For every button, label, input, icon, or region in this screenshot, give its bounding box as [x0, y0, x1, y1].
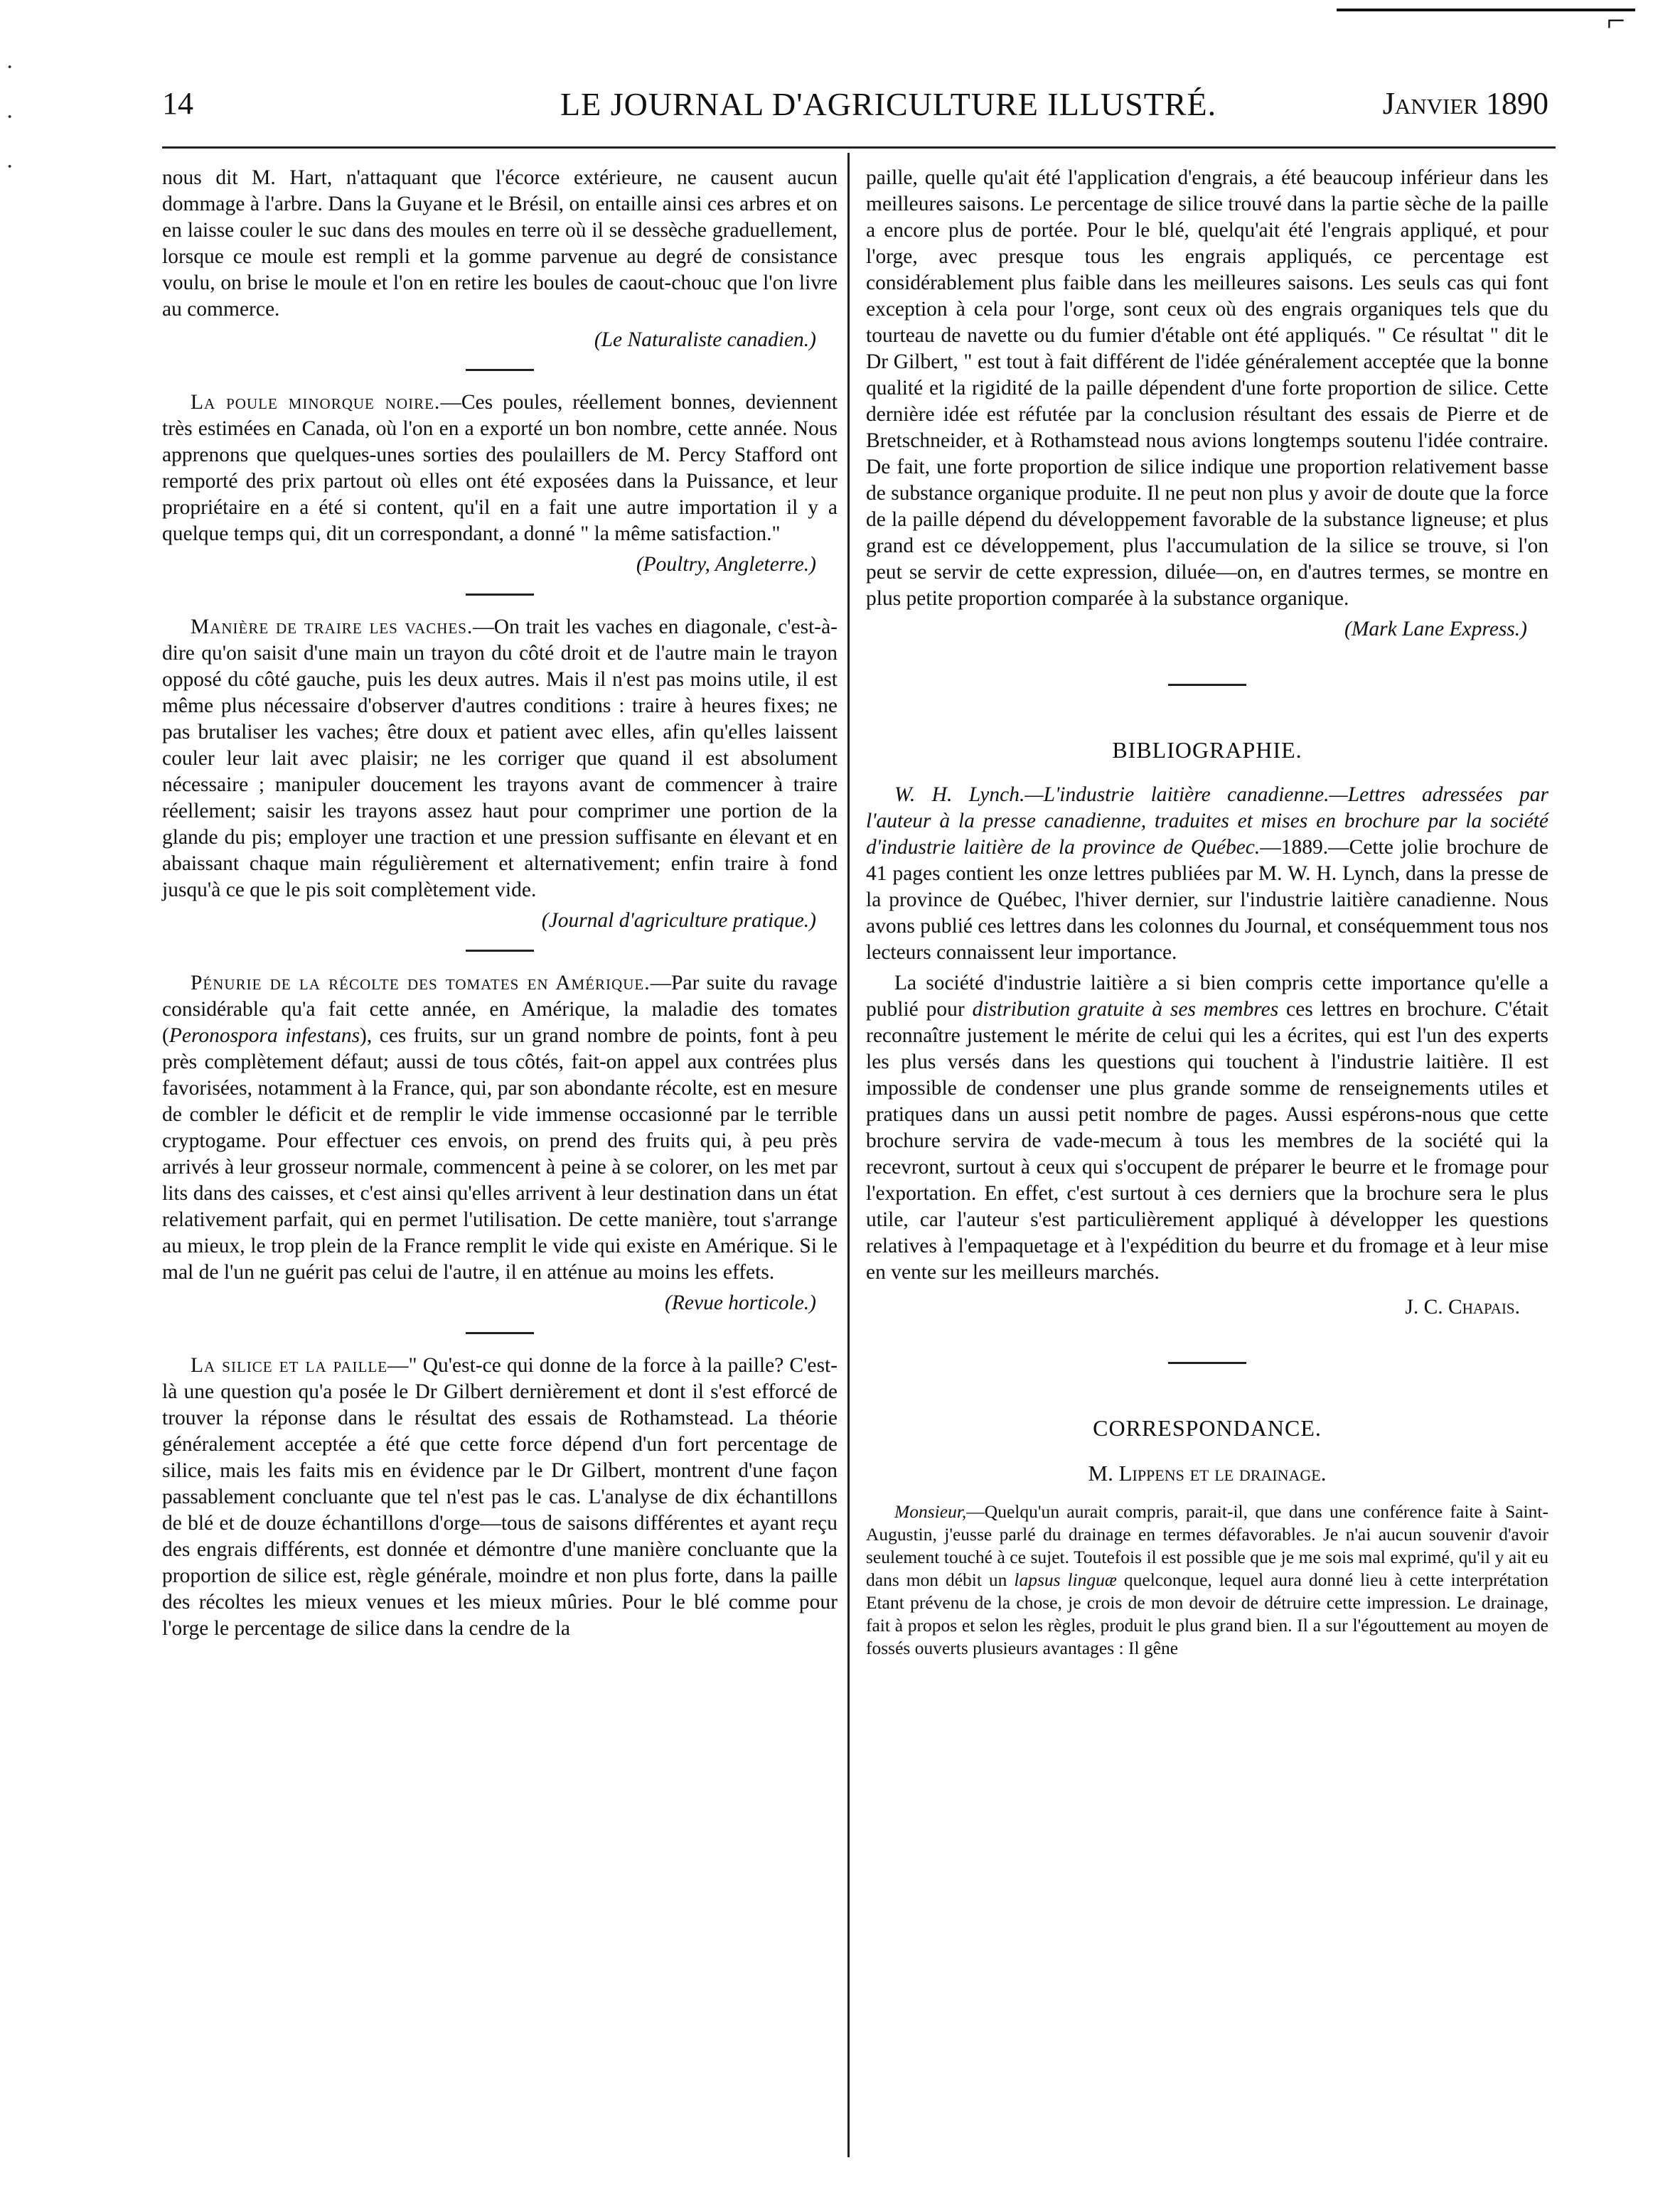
right-column — [866, 165, 1548, 1664]
section-separator — [1168, 684, 1246, 686]
article-silice-continuation: paille, quelle qu'ait été l'application d'engrais, a été beaucoup inférieur dans les meilleures saisons. Le percentage de silice trouvé dans la partie sèche de la paille a encore plus de portée. Pour le blé, quelqu'ait été l'engrais appliqué, et pour l'orge, avec presque tous les engrais appliqués, ce percentage est considérablement plus faible dans les meilleures saisons. Les seuls cas qui font exception à cela pour l'orge, sont ceux où des engrais organiques tels que du tourteau de navette ou du fumier d'étable ont été appliqués. " Ce résultat " dit le Dr Gilbert, " est tout à fait différent de l'idée généralement acceptée que la bonne qualité et la rigidité de la paille dépendent d'une forte proportion de silice. Cette dernière idée est réfutée par la conclusion résultant des essais de Pierre et de Bretschneider, et à Rothamstead nous avions longtemps soutenu l'idée contraire. De fait, une forte proportion de silice indique une proportion relativement basse de substance organique produite. Il ne peut non plus y avoir de doute que la force de la paille dépend du développement favorable de la substance ligneuse; et plus grand est ce développement, plus l'accumulation de la silice se trouve, si l'on peut se servir de cette expression, diluée—on, en d'autres termes, se montre en plus petite proportion comparée à la substance organique. — [866, 166, 1548, 610]
source-citation: (Revue horticole.) — [665, 1292, 816, 1314]
source-citation: (Le Naturaliste canadien.) — [594, 328, 816, 351]
correspondence-heading: CORRESPONDANCE. — [1093, 1415, 1322, 1441]
corner-mark: ⌐ — [1607, 2, 1625, 38]
article-title: Pénurie de la récolte des tomates en Amérique. — [191, 972, 651, 994]
margin-marks: · · · — [6, 54, 14, 180]
correspondence-letter: Monsieur,—Quelqu'un aurait compris, parait-il, que dans une conférence faite à Saint-Augustin, j'eusse parlé du drainage en termes défavorables. Je n'ai aucun souvenir d'avoir seulement touché à ce sujet. Toutefois il est possible que je me sois mal exprimé, qu'il y ait eu dans mon débit un lapsus linguæ quelconque, lequel aura donné lieu à cette interprétation Etant prévenu de la chose, je crois de mon devoir de détruire cette impression. Le drainage, fait à propos et selon les règles, produit le plus grand bien. Il a sur l'égouttement au moyen de fossés ouverts plusieurs avantages : Il gêne — [866, 1501, 1548, 1658]
journal-title: LE JOURNAL D'AGRICULTURE ILLUSTRÉ. — [560, 86, 1217, 122]
article-separator — [466, 950, 534, 952]
left-column — [162, 165, 838, 1646]
article-title: La poule minorque noire. — [191, 391, 441, 414]
page-number: 14 — [162, 86, 193, 121]
section-separator — [1168, 1362, 1246, 1364]
article-separator — [466, 369, 534, 371]
source-citation: (Mark Lane Express.) — [1344, 618, 1527, 640]
author-signature: J. C. Chapais. — [1405, 1296, 1520, 1319]
article-tomates: Pénurie de la récolte des tomates en Amérique.—Par suite du ravage considérable qu'a fait cette année, en Amérique, la maladie des tomates (Peronospora infestans), ces fruits, sur un grand nombre de points, font à peu près complètement défaut; aussi de tous côtés, fait-on appel aux contrées plus favorisées, notamment à la France, qui, par son abondante récolte, est en mesure de combler le déficit et de remplir le vide immense occasionné par le terrible cryptogame. Pour effectuer ces envois, on prend des fruits qui, à peu près arrivés à leur grosseur normale, commencent à peine à se colorer, on les met par lits dans des caisses, et c'est ainsi qu'elles arrivent à leur destination dans un état relativement parfait, qui en permet l'utilisation. De cette manière, tout s'arrange au mieux, le trop plein de la France remplit le vide qui existe en Amérique. Si le mal de l'un ne guérit pas celui de l'autre, il en atténue au moins les effets. — [162, 972, 838, 1284]
source-citation: (Poultry, Angleterre.) — [636, 553, 816, 576]
column-rule — [847, 153, 850, 2157]
top-edge-rule — [1337, 9, 1635, 11]
article-separator — [466, 594, 534, 596]
issue-date: Janvier 1890 — [1382, 86, 1548, 121]
header-rule — [162, 146, 1556, 149]
article-separator — [466, 1332, 534, 1334]
page-header — [162, 85, 1548, 135]
article-poule: La poule minorque noire.—Ces poules, réellement bonnes, deviennent très estimées en Canada, où l'on en a exporté un bon nombre, cette année. Nous apprenons que quelques-unes sorties des poulaillers de M. Percy Stafford ont remporté des prix partout où elles ont été exposées dans la Puissance, et leur propriétaire en a été si content, qu'il en a fait une autre importation il y a quelque temps qui, dit un correspondant, a donné " la même satisfaction." — [162, 391, 838, 545]
bibliography-paragraph: La société d'industrie laitière a si bien compris cette importance qu'elle a publié pour distribution gratuite à ses membres ces lettres en brochure. C'était reconnaître justement le mérite de celui qui les a écrites, qui est l'un des experts les plus versés dans les questions qui touchent à l'industrie laitière. Il est impossible de condenser une plus grande somme de renseignements utiles et pratiques dans un aussi petit nombre de pages. Aussi espérons-nous que cette brochure servira de vade-mecum à tous les membres de la société qui la recevront, surtout à ceux qui s'occupent de préparer le beurre et le fromage pour l'exportation. En effet, c'est surtout à ces derniers que la brochure sera le plus utile, car l'auteur s'est particulièrement appliqué à développer les questions relatives à l'empaquetage et à l'expédition du beurre et du fromage et à leur mise en vente sur les meilleurs marchés. — [866, 972, 1548, 1284]
article-title: La silice et la paille — [191, 1354, 388, 1377]
article-continuation: nous dit M. Hart, n'attaquant que l'écorce extérieure, ne causent aucun dommage à l'arbre. Dans la Guyane et le Brésil, on entaille ainsi ces arbres et on en laisse couler le suc dans des moules en terre où il se dessèche graduellement, lorsque ce moule est rempli et la gomme parvenue au degré de consistance voulu, on brise le moule et l'on en retire les boules de caout-chouc que l'on livre au commerce. — [162, 166, 838, 321]
source-citation: (Journal d'agriculture pratique.) — [541, 909, 816, 932]
article-vaches: Manière de traire les vaches.—On trait les vaches en diagonale, c'est-à-dire qu'on saisit d'une main un trayon du côté droit et de l'autre main le trayon opposé du côté gauche, puis les deux autres. Mais il n'est pas moins utile, il est même plus nécessaire d'observer d'autres conditions : traire à heures fixes; ne pas brutaliser les vaches; être doux et patient avec elles, afin qu'elles laissent couler leur lait avec plaisir; ne les corriger que quand il est absolument nécessaire ; manipuler doucement les trayons avant de commencer à traire réellement; saisir les trayons assez haut pour comprimer une portion de la glande du pis; employer une traction et une pression suffisante en élevant et en abaissant chaque main régulièrement et alternativement; enfin traire à fond jusqu'à ce que le pis soit complètement vide. — [162, 616, 838, 901]
bibliography-heading: BIBLIOGRAPHIE. — [1112, 737, 1302, 763]
article-title: Manière de traire les vaches. — [191, 616, 473, 638]
bibliography-entry: W. H. Lynch.—L'industrie laitière canadienne.—Lettres adressées par l'auteur à la presse canadienne, traduites et mises en brochure par la société d'industrie laitière de la province de Québec.—1889.—Cette jolie brochure de 41 pages contient les onze lettres publiées par M. W. H. Lynch, dans la presse de la province de Québec, l'hiver dernier, sur l'industrie laitière canadienne. Nous avons publié ces lettres dans les colonnes du Journal, et conséquemment tous nos lecteurs connaissent leur importance. — [866, 783, 1549, 964]
correspondence-subtitle: M. Lippens et le drainage. — [1088, 1461, 1327, 1486]
article-silice: La silice et la paille—" Qu'est-ce qui donne de la force à la paille? C'est-là une question qu'a posée le Dr Gilbert dernièrement et dont il s'est efforcé de trouver la réponse dans le résultat des essais de Rothamstead. La théorie généralement acceptée a été que cette force dépend d'un fort percentage de silice, mais les faits mis en évidence par le Dr Gilbert, montrent d'une façon passablement concluante que tel n'est pas le cas. L'analyse de dix échantillons de blé et de douze échantillons d'orge—tous de saisons différentes et ayant reçu des engrais différents, est donnée et démontre d'une manière concluante que la proportion de silice est, règle générale, moindre et non plus forte, dans la paille des récoltes les mieux venues et les mieux mûries. Pour le blé comme pour l'orge le percentage de silice dans la cendre de la — [162, 1354, 838, 1640]
